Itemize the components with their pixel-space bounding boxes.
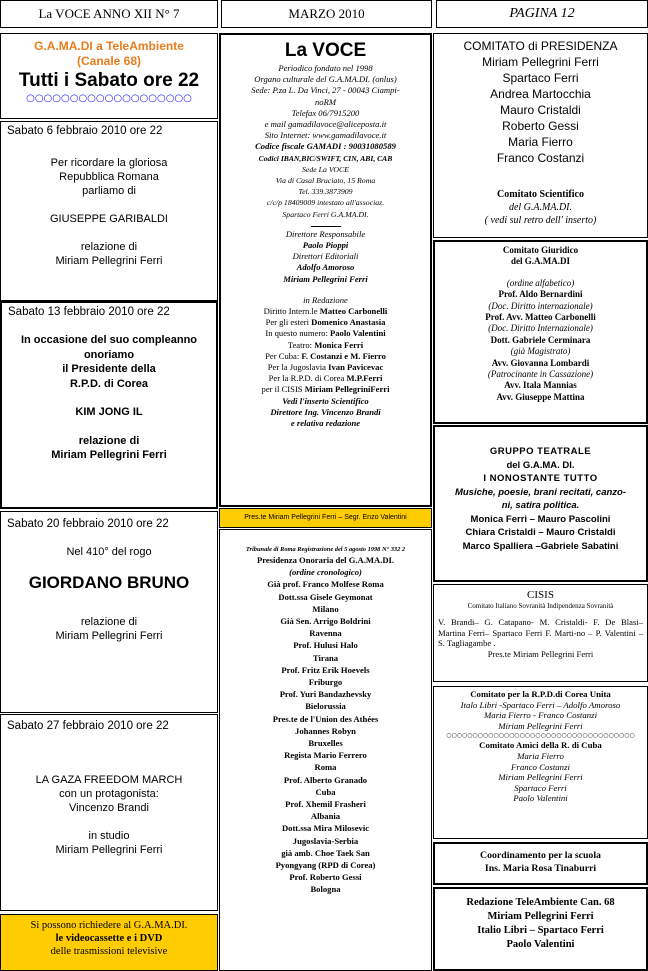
member-city: Bruxelles — [308, 738, 343, 749]
member-city: Friburgo — [308, 677, 343, 688]
cuba-title: Comitato Amici della R. di Cuba — [479, 740, 602, 751]
event-speaker: Miriam Pellegrini Ferri — [51, 449, 167, 461]
event-spacer — [1, 815, 217, 829]
cisis-members: V. Brandi– G. Catapano- M. Cristaldi- F. De Blasi– Martina Ferri– Spartaco Ferri F. Marti-no – P. Valentini – S. Tagliagambe . — [438, 617, 643, 649]
voce-editors-label: Direttori Editoriali — [292, 251, 359, 262]
redazione-item — [221, 306, 430, 317]
event-speaker: Miriam Pellegrini Ferri — [55, 630, 163, 642]
comitato-scientifico-title: Comitato Scientifico — [497, 189, 584, 200]
member-name: già amb. Choe Taek San — [281, 847, 370, 858]
event-line: relazione di — [78, 434, 140, 447]
voce-divider — [311, 226, 341, 227]
redazione-item — [221, 351, 430, 362]
event-spacer — [2, 391, 216, 405]
member-name: Prof. Avv. Matteo Carbonelli — [485, 312, 596, 323]
member-city: Albania — [310, 811, 341, 822]
redazione-item — [221, 362, 430, 373]
member-name: Già prof. Franco Molfese Roma — [267, 579, 384, 590]
event-body — [1, 773, 217, 857]
corea-members: Italo Libri -Spartaco Ferri – Adolfo Amoroso — [460, 699, 621, 710]
presidenza-order: (ordine cronologico) — [289, 567, 362, 578]
voce-title: La VOCE — [284, 40, 367, 61]
voce-info-line: Via di Casal Bruciato, 15 Roma — [275, 176, 376, 186]
member-city: Ravenna — [309, 628, 342, 639]
header-issue — [0, 0, 218, 28]
voce-inserto-line: Direttore Ing. Vincenzo Brandi — [270, 406, 381, 417]
voce-info-line: Sede: P.za L. Da Vinci, 27 - 00043 Ciampi- — [251, 85, 400, 96]
comitato-presidenza — [433, 33, 648, 238]
member-name: Avv. Giuseppe Mattina — [496, 391, 585, 402]
event-line: il Presidente della — [62, 363, 156, 375]
tribunale-registration: Tribunale di Roma Registrazione del 5 agosto 1998 N° 332 2 — [245, 546, 406, 553]
gruppo-teatrale-members: Monica Ferri – Mauro Pascolini — [470, 513, 611, 525]
redazione-role: Per Cuba: — [265, 350, 302, 361]
event-speaker: Miriam Pellegrini Ferri — [55, 844, 163, 856]
cuba-member: Miriam Pellegrini Ferri — [498, 772, 583, 783]
member-name: Prof. Fritz Erik Hoevels — [281, 664, 370, 675]
member-name: Miriam Pellegrini Ferri — [482, 55, 599, 69]
redazione-person: Miriam PellegriniFerri — [304, 384, 390, 395]
member-name: Maria Fierro — [508, 135, 573, 149]
event-box-1 — [0, 121, 218, 301]
member-city: Bielorussia — [305, 701, 346, 712]
voce-info-line: noRM — [314, 96, 336, 107]
voce-redazione-label: in Redazione — [303, 294, 348, 305]
voce-info — [221, 63, 430, 220]
header-issue-text: La VOCE ANNO XII N° 7 — [38, 6, 180, 21]
tv-schedule-title: Tutti i Sabato ore 22 — [18, 70, 200, 91]
comitato-presidenza-members — [434, 54, 647, 166]
redazione-person: Ivan Pavicevac — [328, 362, 384, 373]
tv-dots-divider: ○○○○○○○○○○○○○○○○○○○ — [26, 93, 192, 104]
member-name: Pres.te de l'Union des Athées — [272, 713, 379, 724]
event-speaker: Miriam Pellegrini Ferri — [55, 255, 163, 267]
redazione-person: Matteo Carbonelli — [319, 306, 388, 317]
member-name: Già Sen. Arrigo Boldrini — [280, 616, 371, 627]
corea-dots-divider: ○○○○○○○○○○○○○○○○○○○○○○○○○○○○○○○○○○○○ — [446, 732, 635, 740]
member-name: Avv. Giovanna Lombardi — [491, 357, 590, 368]
request-line: Si possono richiedere al G.A.MA.DI. — [30, 920, 188, 931]
member-name: Mauro Cristaldi — [500, 103, 581, 117]
redazione-role: Per gli esteri — [265, 317, 312, 328]
event-date: Sabato 20 febbraio 2010 ore 22 — [7, 518, 169, 530]
redazione-person: Domenico Anastasia — [311, 317, 386, 328]
voce-info-line: Telefax 06/7915200 — [291, 107, 360, 118]
member-role: (Patrocinante in Cassazione) — [487, 369, 594, 380]
voce-info-line: Tel. 339.3873909 — [298, 187, 353, 197]
redazione-item — [221, 317, 430, 328]
voce-director-label: Direttore Responsabile — [285, 228, 366, 239]
event-date: Sabato 6 febbraio 2010 ore 22 — [7, 125, 163, 137]
event-line: R.P.D. di Corea — [69, 377, 149, 390]
event-subject: KIM JONG IL — [75, 406, 143, 418]
corea-members: Maria Fierro - Franco Costanzi — [483, 710, 598, 721]
cuba-member: Spartaco Ferri — [514, 782, 567, 793]
event-body — [1, 156, 217, 268]
voce-info-line: c/c/p 18409009 intestato all'associaz. — [266, 198, 385, 208]
redazione-role: Teatro: — [287, 339, 315, 350]
event-box-3 — [0, 511, 218, 713]
event-line: onoriamo — [83, 348, 135, 361]
voce-redazione-list — [221, 306, 430, 396]
event-line: in studio — [88, 830, 130, 842]
request-line: le videocassette e i DVD — [55, 933, 163, 944]
voce-info-line: Periodico fondato nel 1998 — [278, 63, 373, 73]
comitato-giuridico-order: (ordine alfabetico) — [506, 277, 575, 288]
event-spacer — [1, 198, 217, 212]
cisis-subtitle: Comitato Italiano Sovranità Indipendenza Sovranità — [467, 602, 614, 610]
comitato-giuridico-title: Comitato Giuridico — [502, 245, 579, 255]
redazione-role: per il CISIS — [261, 384, 305, 395]
redazione-tv-member: Italio Libri – Spartaco Ferri — [477, 925, 604, 936]
member-name: Prof. Roberto Gessi — [289, 872, 362, 883]
voce-info-line: Codici IBAN,BIC/SWIFT, CIN, ABI, CAB — [258, 153, 393, 163]
event-box-4 — [0, 714, 218, 911]
gruppo-teatrale — [433, 425, 648, 582]
voce-inserto-line: Vedi l'inserto Scientifico — [282, 395, 369, 406]
event-box-2 — [0, 301, 218, 509]
corea-box — [433, 686, 648, 839]
member-name: Prof. Aldo Bernardini — [498, 289, 583, 300]
redazione-item — [221, 384, 430, 395]
tv-channel-line: G.A.MA.DI a TeleAmbiente — [34, 39, 184, 53]
header-date-text: MARZO 2010 — [288, 6, 365, 21]
event-line: parliamo di — [82, 185, 136, 197]
redazione-role: Per la R.P.D. di Corea — [268, 373, 347, 384]
voce-director: Paolo Pioppi — [302, 240, 349, 251]
cisis-president: Pres.te Miriam Pellegrini Ferri — [487, 648, 594, 659]
member-name: Prof. Yuri Bandazhevsky — [279, 689, 372, 700]
comitato-scientifico-line: ( vedi sul retro dell' inserto) — [484, 215, 597, 226]
redazione-role: In questo numero: — [265, 328, 331, 339]
event-line: con un protagonista: — [59, 788, 159, 800]
member-city: Tirana — [312, 652, 339, 663]
member-name: Prof. Hulusi Halo — [293, 640, 358, 651]
header-date — [221, 0, 432, 28]
member-name: Dott. Gabriele Cerminara — [490, 334, 591, 345]
voce-info-line: Sede La VOCE — [302, 164, 349, 174]
voce-inserto-line: e relativa redazione — [290, 418, 361, 429]
member-name: Roberto Gessi — [502, 119, 579, 133]
event-spacer — [1, 226, 217, 240]
event-line: relazione di — [80, 241, 138, 253]
scuola-box — [433, 842, 648, 885]
member-name: Dott.ssa Mira Milosevic — [281, 823, 370, 834]
redazione-tv-member: Miriam Pellegrini Ferri — [487, 911, 594, 922]
presidenza-title: Presidenza Onoraria del G.A.MA.DI. — [256, 555, 395, 565]
request-box — [0, 914, 218, 971]
voce-info-line: Spartaco Ferri G.A.MA.DI. — [282, 209, 369, 219]
member-name: Franco Costanzi — [496, 151, 585, 165]
event-line: Nel 410° del rogo — [66, 546, 152, 558]
presidenza-members — [220, 578, 431, 895]
redazione-person: M.P.Ferri — [346, 373, 383, 384]
comitato-scientifico-line: del G.A.MA.DI. — [508, 202, 573, 213]
gruppo-teatrale-line: del G.A.MA. DI. — [506, 459, 575, 471]
redazione-person: Paolo Valentini — [330, 328, 386, 339]
event-subject: LA GAZA FREEDOM MARCH — [35, 774, 183, 786]
presidenza-onoraria — [219, 529, 432, 971]
redazione-tv-box — [433, 887, 648, 971]
event-body — [1, 615, 217, 643]
member-city: Roma — [314, 762, 337, 773]
member-name: Regista Mario Ferrero — [284, 750, 367, 761]
gruppo-teatrale-title: GRUPPO TEATRALE — [489, 446, 592, 457]
member-city: Bologna — [310, 884, 341, 895]
cisis-title: CISIS — [527, 589, 554, 601]
member-name: Avv. Itala Mannias — [504, 380, 577, 391]
president-banner-text: Pres.te Miriam Pellegrini Ferri – Segr. Enzo Valentini — [244, 514, 407, 521]
member-name: Spartaco Ferri — [502, 71, 579, 85]
event-line: Per ricordare la gloriosa — [50, 157, 168, 169]
event-line: Repubblica Romana — [59, 171, 159, 183]
tv-channel-number: (Canale 68) — [76, 54, 142, 68]
redazione-role: Diritto Intern.le — [263, 306, 320, 317]
corea-members: Miriam Pellegrini Ferri — [498, 720, 583, 731]
member-name: Prof. Alberto Granado — [283, 774, 368, 785]
scuola-title: Coordinamento per la scuola — [480, 850, 601, 861]
redazione-item — [221, 340, 430, 351]
member-name: Johannes Robyn — [295, 725, 356, 736]
redazione-tv-member: Paolo Valentini — [506, 939, 575, 950]
gruppo-teatrale-members: Marco Spalliera –Gabriele Sabatini — [462, 540, 619, 552]
cuba-member: Paolo Valentini — [513, 793, 568, 804]
member-role: (Doc. Diritto internazionale) — [488, 300, 593, 311]
cisis-box — [433, 584, 648, 682]
gruppo-teatrale-desc: Musiche, poesie, brani recitati, canzo- — [454, 486, 627, 498]
corea-title: Comitato per la R.P.D.di Corea Unita — [470, 689, 611, 699]
gruppo-teatrale-desc: ni, satira politica. — [501, 500, 580, 511]
comitato-presidenza-title: COMITATO di PRESIDENZA — [463, 39, 618, 53]
member-name: Prof. Xhemil Frasheri — [285, 799, 366, 810]
event-subject: GIORDANO BRUNO — [28, 573, 190, 592]
header-page — [436, 0, 648, 28]
redazione-item — [221, 328, 430, 339]
cuba-member: Maria Fierro — [517, 750, 564, 761]
redazione-item — [221, 373, 430, 384]
event-spacer — [2, 420, 216, 434]
voce-info-line: Codice fiscale GAMADI : 90031080589 — [255, 141, 396, 152]
redazione-person: Monica Ferri — [314, 339, 364, 350]
voce-editor: Adolfo Amoroso — [296, 262, 355, 273]
event-line: relazione di — [80, 616, 138, 628]
voce-masthead — [219, 33, 432, 507]
redazione-role: Per la Jugoslavia — [267, 362, 329, 373]
gruppo-teatrale-name: I NONOSTANTE TUTTO — [483, 473, 598, 484]
member-name: Andrea Martocchia — [490, 87, 591, 101]
member-name: Dott.ssa Gisele Geymonat — [278, 591, 373, 602]
event-date: Sabato 13 febbraio 2010 ore 22 — [8, 306, 170, 318]
header-page-text: PAGINA 12 — [509, 6, 575, 21]
member-city: Pyongyang (RPD di Corea) — [275, 860, 376, 871]
gruppo-teatrale-members: Chiara Cristaldi – Mauro Cristaldi — [465, 527, 616, 538]
voce-info-line: Sito Internet: www.gamadilavoce.it — [264, 130, 387, 141]
member-city: Milano — [312, 603, 339, 614]
redazione-person: F. Costanzi e M. Fierro — [301, 350, 386, 361]
member-role: (Doc. Diritto Internazionale) — [488, 323, 593, 334]
member-role: (già Magistrato) — [510, 346, 571, 357]
tv-box — [0, 33, 218, 119]
cuba-member: Franco Costanzi — [511, 761, 570, 772]
comitato-giuridico-title: del G.A.MA.DI — [511, 256, 570, 267]
request-line: delle trasmissioni televisive — [50, 946, 168, 957]
voce-editor: Miriam Pellegrini Ferri — [283, 273, 368, 284]
event-date: Sabato 27 febbraio 2010 ore 22 — [7, 720, 169, 732]
comitato-scientifico — [434, 188, 647, 227]
voce-info-line: e mail gamadilavoce@aliceposta.it — [264, 119, 387, 130]
member-city: Cuba — [315, 786, 336, 797]
event-body — [2, 333, 216, 463]
event-subject: GIUSEPPE GARIBALDI — [50, 213, 168, 225]
event-line: In occasione del suo compleanno — [20, 334, 198, 346]
member-city: Jugoslavia-Serbia — [292, 835, 359, 846]
president-banner — [219, 508, 432, 528]
comitato-giuridico — [433, 240, 648, 424]
scuola-member: Ins. Maria Rosa Tinaburri — [484, 863, 597, 874]
event-line: Vincenzo Brandi — [69, 802, 149, 814]
redazione-tv-title: Redazione TeleAmbiente Can. 68 — [466, 897, 615, 908]
voce-info-line: Organo culturale del G.A.MA.DI. (onlus) — [254, 74, 397, 85]
